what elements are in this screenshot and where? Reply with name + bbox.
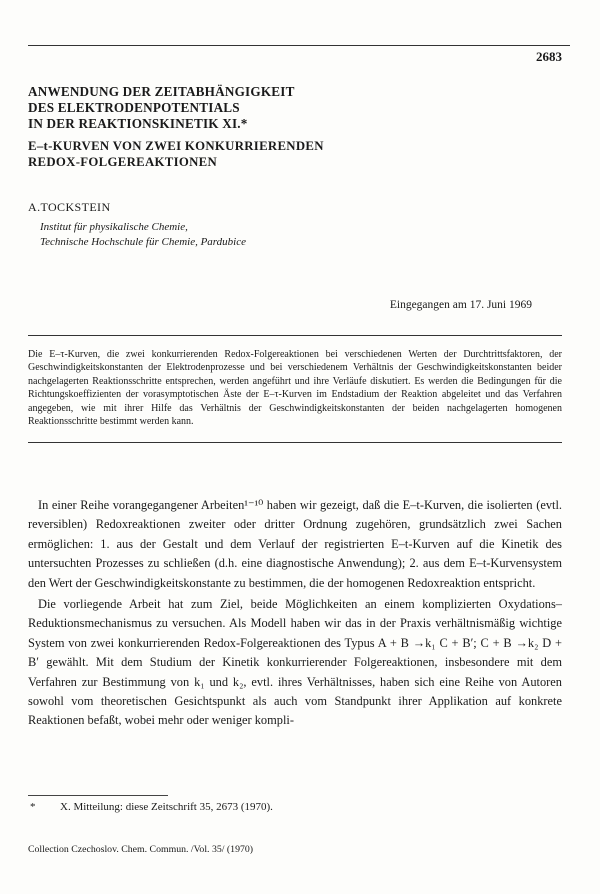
affiliation xyxy=(40,220,246,250)
subtitle-line: E–t-KURVEN VON ZWEI KONKURRIERENDEN xyxy=(28,139,324,153)
affiliation-line: Institut für physikalische Chemie, xyxy=(40,221,188,233)
affiliation-line: Technische Hochschule für Chemie, Pardubice xyxy=(40,236,247,248)
paragraph: Die vorliegende Arbeit hat zum Ziel, beide Möglichkeiten an einem komplizierten Oxydations–Reduktionsmechanismus zu versuchen. Als Modell haben wir das in der Praxis verhältnismäßig wichtige System von zwei konkurrierenden Redox-Folgereaktionen des Typus A + B →k₁ C + B′; C + B →k₂ D + B′ gewählt. Mit dem Studium der Kinetik konkurrierender Folgereaktionen, insbesondere mit dem Verfahren zur Bestimmung von k₁ und k₂, evtl. ihres Verhältnisses, haben sich eine Reihe von Autoren sowohl vom theoretischen Gesichtspunkt als auch vom Standpunkt ihrer Applikation auf konkrete Reaktionen befaßt, wobei mehr oder weniger kompli- xyxy=(28,597,562,728)
page-number: 2683 xyxy=(536,49,562,64)
header-rule xyxy=(28,45,570,46)
title-line: IN DER REAKTIONSKINETIK XI.* xyxy=(28,116,248,131)
footnote-mark: * xyxy=(30,801,36,813)
title-line: ANWENDUNG DER ZEITABHÄNGIGKEIT xyxy=(28,84,295,99)
footnote-rule xyxy=(28,795,168,796)
body-text xyxy=(28,496,562,731)
abstract: Die E–τ-Kurven, die zwei konkurrierenden Redox-Folgereaktionen bei verschiedenen Werten der Durchtrittsfaktoren, der Geschwindigkeitskonstanten der Elektrodenprozesse und bei verschiedenem Verhältnis der Geschwindigkeitskonstanten beider nachgelagerten Reaktionsschritte entsprechen, werden angeführt und ihre Verläufe diskutiert. Es werden die Bedingungen für die Richtungskoeffizienten der vorasymptotischen Äste der E–τ-Kurven im Endstadium der Reaktion abgeleitet und das Verfahren angegeben, wie mit ihrer Hilfe das Verhältnis der Geschwindigkeitskonstanten der beiden nachgelagerten homogenen Reaktionsschritte bestimmt werden kann. xyxy=(28,335,562,443)
footnote xyxy=(30,801,273,813)
journal-footer: Collection Czechoslov. Chem. Commun. /Vol. 35/ (1970) xyxy=(28,844,254,855)
paper-subtitle xyxy=(28,138,324,170)
paper-title xyxy=(28,84,295,132)
title-line: DES ELEKTRODENPOTENTIALS xyxy=(28,100,240,115)
paragraph: In einer Reihe vorangegangener Arbeiten¹⁻¹⁰ haben wir gezeigt, daß die E–t-Kurven, die isolierten (evtl. reversiblen) Redoxreaktionen zweiter oder dritter Ordnung zugehören, grundsätzlich zwei Sachen ermöglichen: 1. aus der Gestalt und dem Verlauf der registrierten E–t-Kurven auf die Kinetik des untersuchten Prozesses zu schließen (d.h. eine diagnostische Anwendung); 2. aus dem E–t-Kurvensystem den Wert der Geschwindigkeitskonstante zu bestimmen, die der homogenen Redoxreaktion entspricht. xyxy=(28,498,562,590)
received-date: Eingegangen am 17. Juni 1969 xyxy=(389,299,532,311)
footnote-text: X. Mitteilung: diese Zeitschrift 35, 2673 (1970). xyxy=(60,801,273,813)
subtitle-line: REDOX-FOLGEREAKTIONEN xyxy=(28,155,218,169)
author-name: A.TOCKSTEIN xyxy=(28,200,111,214)
